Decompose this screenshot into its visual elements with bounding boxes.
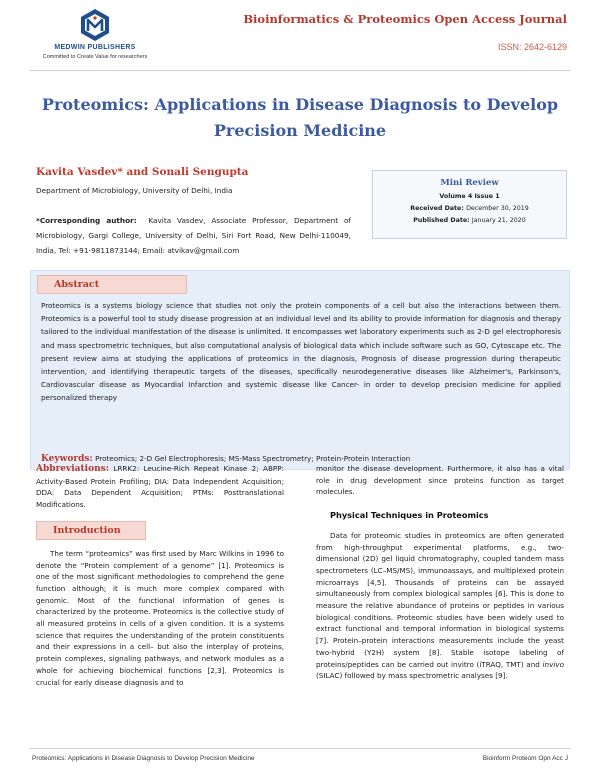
abstract-text: Proteomics is a systems biology science that studies not only the protein components of a cell but also the interactions between them. Proteomics is a powerful tool to study disease progression at an individual level and its ability to provide information for diagnosis and therapy tailored to the individual manifestation of the disease is unlimited. It encompasses wet laboratory experiments such as 2-D gel electrophoresis and mass spectrometric techniques, but also computational analysis of biological data which include software such as GO, Cytoscape etc. The present review aims at studying the applications of proteomics in the diagnosis, Prognosis of disease progression during therapeutic intervention, and identifying therapeutic targets of the diseases, specifically neurodegenerative diseases like Alzheimer's, Parkinson's, Cardiovascular disease as Myocardial Infarction and systemic disease like Cancer- in order to develop precision medicine for applied personalized therapy [41,301,561,403]
medwin-logo-icon [78,8,112,42]
article-title: Proteomics: Applications in Disease Diagnosis to Develop Precision Medicine [41,95,559,140]
introduction-heading: Introduction [36,521,146,540]
publisher-name: MEDWIN PUBLISHERS [54,44,136,51]
article-type: Mini Review [440,178,499,188]
corresponding-details[interactable]: Kavita Vasdev, Associate Professor, Department of Microbiology, Gargi College, University of Delhi, Siri Fort Road, New Delhi-110049, India, Tel: +91-9811873144; Email: atvikav@gmail.com [36,216,351,255]
abstract-section [30,270,570,470]
issn: ISSN: 2642-6129 [497,42,567,52]
received-label: Received Date: [410,205,464,212]
keywords-list: Proteomics; 2-D Gel Electrophoresis; MS-Mass Spectrometry; Protein-Protein Interaction [95,454,411,463]
abbreviations-text: LRRK2: Leucine-Rich Repeat Kinase 2; ABPP: Activity-Based Protein Profiling; DIA: Data Independent Acquisition; DDA: Data Dependent Acquisition; PTMs: Posttranslational Modifications. [36,464,284,510]
affiliation: Department of Microbiology, University of Delhi, India [36,186,233,195]
received-value: December 30, 2019 [466,205,529,212]
authors: Kavita Vasdev* and Sonali Sengupta [36,166,249,178]
header-divider [30,70,570,71]
abstract-heading: Abstract [37,275,187,294]
corresponding-author [36,213,351,258]
continued-text: monitor the disease development. Furthermore, it also has a vital role in drug development since proteins function as target molecules. [316,464,564,497]
abbreviations-label: Abbreviations: [36,464,110,474]
physical-techniques-heading: Physical Techniques in Proteomics [330,510,489,521]
publisher-tagline: Committed to Create Value for researchers [42,54,148,60]
introduction-text: The term “proteomics” was first used by Marc Wilkins in 1996 to denote the “Protein complement of a genome” [1]. Proteomics is one of the most significant methodologies to comprehend the gene function although; it is much more complex compared with genomic. Most of the functional information of genes is characterized by the proteome. Proteomics is the collective study of all measured proteins in cells of a given condition. It is a systems science that requires the understanding of the protein constituents and their expressions in a cell– but also the interplay of proteins, protein complexes, signaling pathways, and network modules as a whole for achieving biochemical functions [2,3]. Proteomics is crucial for early disease diagnosis and to [36,548,284,687]
received-date [373,205,566,212]
physical-techniques-text [316,530,564,682]
page-header [0,0,600,80]
published-value: January 21, 2020 [471,217,526,224]
article-meta-box [372,170,567,239]
publisher-logo [40,8,150,68]
published-label: Published Date: [413,217,470,224]
techniques-text-italic: invivo [542,659,564,669]
corresponding-label: *Corresponding author: [36,216,137,225]
footer-running-title: Proteomics: Applications in Disease Diagnosis to Develop Precision Medicine [32,755,255,762]
published-date [373,217,566,224]
abbreviations [36,463,284,511]
left-column [36,463,284,688]
keywords-label: Keywords: [41,454,93,464]
journal-title[interactable]: Bioinformatics & Proteomics Open Access Journal [243,12,567,26]
techniques-text-part1: Data for proteomic studies in proteomics are often generated from high-throughput experimental platforms, e.g., two- dimensional (2D) gel liquid chromatography, coupled tandem mass spectrometers (LC–MS/MS), immunoassays, and multiplexed protein microarrays [4,5]. Thousands of proteins can be assayed simultaneously from complex biological samples [6]. This is done to measure the relative abundance of proteins or peptides in various biological conditions. Proteomic studies have been widely used to extract functional and temporal information in biological systems [7]. Protein–protein interactions measurements include the yeast two-hybrid (Y2H) system [8]. Stable isotope labeling of proteins/peptides can be carried out invitro (iTRAQ, TMT) and [316,530,564,669]
footer-divider [30,748,570,749]
volume-issue: Volume 4 Issue 1 [439,193,500,200]
right-column [316,463,564,682]
footer-journal-abbrev: Bioinform Proteom Opn Acc J [482,755,568,762]
techniques-text-part2: (SILAC) followed by mass spectrometric analyses [9]. [316,671,508,681]
